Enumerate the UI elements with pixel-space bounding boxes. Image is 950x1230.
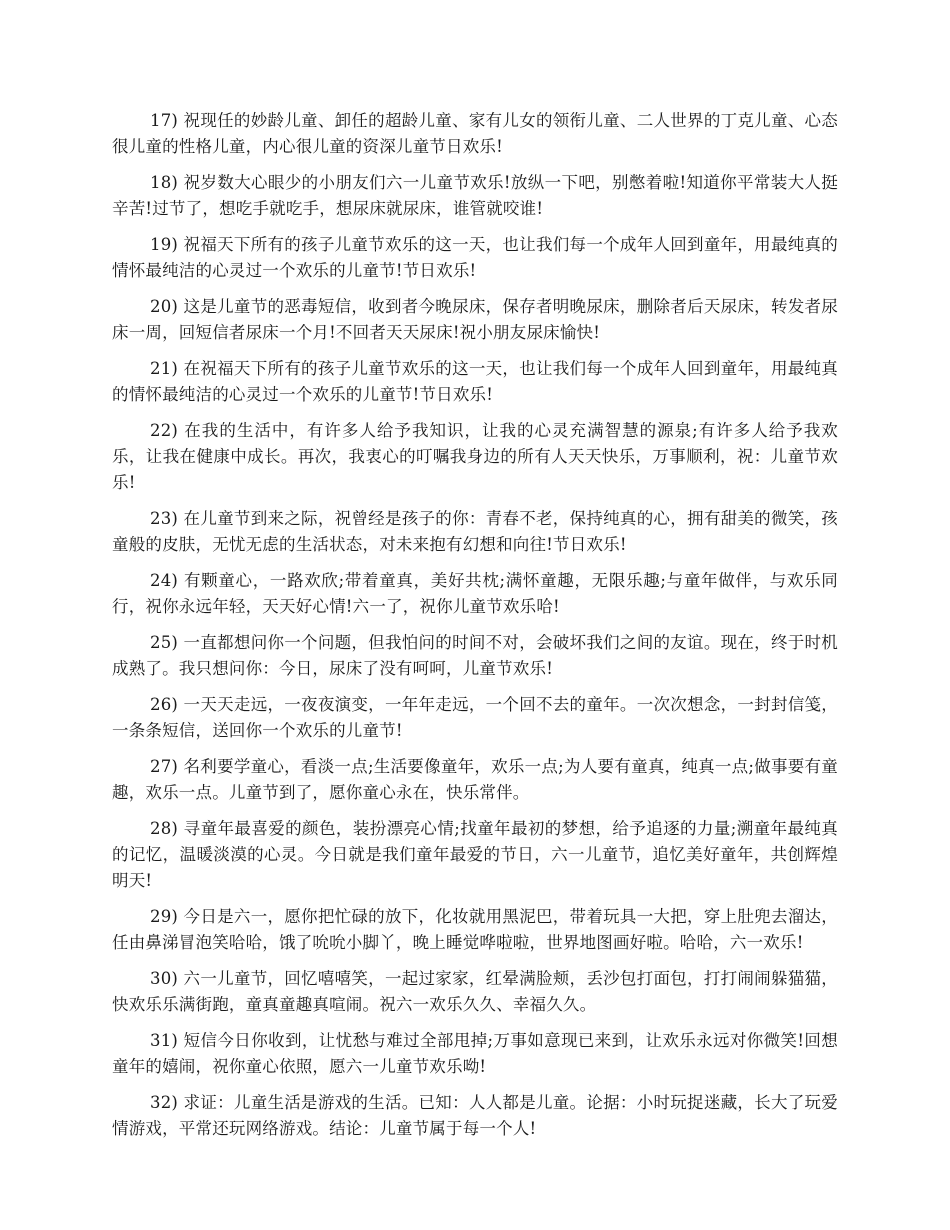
paragraph-27: 27) 名利要学童心，看淡一点;生活要像童年，欢乐一点;为人要有童真，纯真一点;做事要有童趣，欢乐一点。儿童节到了，愿你童心永在，快乐常伴。 xyxy=(112,757,838,802)
paragraph-29: 29) 今日是六一，愿你把忙碌的放下，化妆就用黑泥巴，带着玩具一大把，穿上肚兜去溜达，任由鼻涕冒泡笑哈哈，饿了吮吮小脚丫，晚上睡觉哗啦啦，世界地图画好啦。哈哈，六一欢乐! xyxy=(112,907,838,952)
paragraph-24: 24) 有颗童心，一路欢欣;带着童真，美好共枕;满怀童趣，无限乐趣;与童年做伴，与欢乐同行，祝你永远年轻，天天好心情!六一了，祝你儿童节欢乐哈! xyxy=(112,571,838,616)
paragraph-32: 32) 求证：儿童生活是游戏的生活。已知：人人都是儿童。论据：小时玩捉迷藏，长大了玩爱情游戏，平常还玩网络游戏。结论：儿童节属于每一个人! xyxy=(112,1093,838,1138)
paragraph-21: 21) 在祝福天下所有的孩子儿童节欢乐的这一天，也让我们每一个成年人回到童年，用最纯真的情怀最纯洁的心灵过一个欢乐的儿童节!节日欢乐! xyxy=(112,359,838,404)
paragraph-30: 30) 六一儿童节，回忆嘻嘻笑，一起过家家，红晕满脸颊，丢沙包打面包，打打闹闹躲猫猫，快欢乐乐满街跑，童真童趣真喧闹。祝六一欢乐久久、幸福久久。 xyxy=(112,969,838,1014)
paragraph-17: 17) 祝现任的妙龄儿童、卸任的超龄儿童、家有儿女的领衔儿童、二人世界的丁克儿童、心态很儿童的性格儿童，内心很儿童的资深儿童节日欢乐! xyxy=(112,111,838,156)
paragraph-22: 22) 在我的生活中，有许多人给予我知识，让我的心灵充满智慧的源泉;有许多人给予我欢乐，让我在健康中成长。再次，我衷心的叮嘱我身边的所有人天天快乐，万事顺利，祝：儿童节欢乐! xyxy=(112,421,838,492)
paragraph-31: 31) 短信今日你收到，让忧愁与难过全部甩掉;万事如意现已来到，让欢乐永远对你微笑!回想童年的嬉闹，祝你童心依照，愿六一儿童节欢乐呦! xyxy=(112,1031,838,1076)
paragraph-28: 28) 寻童年最喜爱的颜色，装扮漂亮心情;找童年最初的梦想，给予追逐的力量;溯童年最纯真的记忆，温暖淡漠的心灵。今日就是我们童年最爱的节日，六一儿童节，追忆美好童年，共创辉煌明天! xyxy=(112,819,838,890)
document-body xyxy=(112,108,838,1152)
paragraph-20: 20) 这是儿童节的恶毒短信，收到者今晚尿床，保存者明晚尿床，删除者后天尿床，转发者尿床一周，回短信者尿床一个月!不回者天天尿床!祝小朋友尿床愉快! xyxy=(112,297,838,342)
paragraph-19: 19) 祝福天下所有的孩子儿童节欢乐的这一天，也让我们每一个成年人回到童年，用最纯真的情怀最纯洁的心灵过一个欢乐的儿童节!节日欢乐! xyxy=(112,235,838,280)
paragraph-25: 25) 一直都想问你一个问题，但我怕问的时间不对，会破坏我们之间的友谊。现在，终于时机成熟了。我只想问你：今日，尿床了没有呵呵，儿童节欢乐! xyxy=(112,633,838,678)
paragraph-23: 23) 在儿童节到来之际，祝曾经是孩子的你：青春不老，保持纯真的心，拥有甜美的微笑，孩童般的皮肤，无忧无虑的生活状态，对未来抱有幻想和向往!节日欢乐! xyxy=(112,509,838,554)
paragraph-18: 18) 祝岁数大心眼少的小朋友们六一儿童节欢乐!放纵一下吧，别憋着啦!知道你平常装大人挺辛苦!过节了，想吃手就吃手，想尿床就尿床，谁管就咬谁! xyxy=(112,173,838,218)
paragraph-26: 26) 一天天走远，一夜夜演变，一年年走远，一个回不去的童年。一次次想念，一封封信笺，一条条短信，送回你一个欢乐的儿童节! xyxy=(112,695,838,740)
